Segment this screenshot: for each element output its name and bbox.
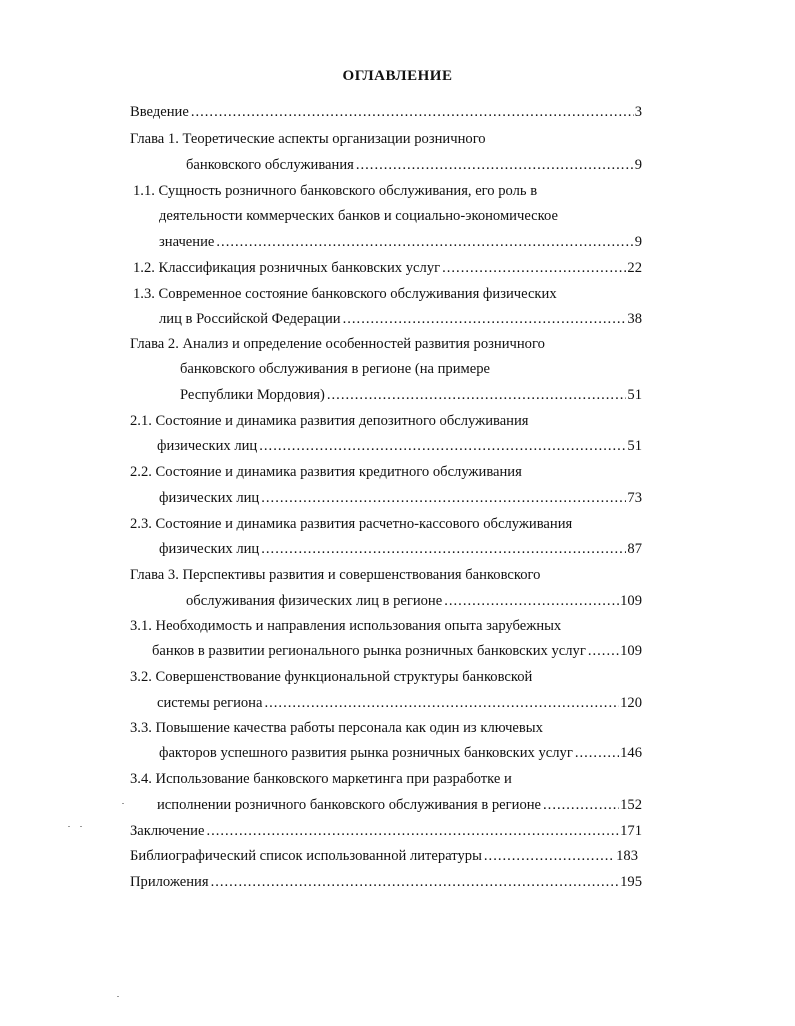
toc-entry-text: лиц в Российской Федерации	[159, 311, 341, 327]
toc-page-number: 22	[627, 260, 642, 276]
toc-section-3-2-line-1: 3.2. Совершенствование функциональной структуры банковской	[130, 669, 533, 685]
dot-leader	[484, 845, 615, 867]
toc-chapter-3-line-2	[186, 590, 642, 612]
toc-entry-text: значение	[159, 234, 215, 250]
dot-leader	[211, 871, 620, 893]
dot-leader	[444, 590, 619, 612]
toc-section-1-1-line-1: 1.1. Сущность розничного банковского обслуживания, его роль в	[133, 183, 538, 199]
toc-entry-text: банков в развитии регионального рынка розничных банковских услуг	[152, 643, 586, 659]
dot-leader	[543, 794, 619, 816]
dot-leader	[261, 487, 626, 509]
toc-chapter-2-line-2: банковского обслуживания в регионе (на примере	[180, 361, 491, 377]
toc-section-1-2	[133, 257, 642, 279]
toc-section-3-1-line-1: 3.1. Необходимость и направления использования опыта зарубежных	[130, 618, 562, 634]
toc-page-number: 120	[620, 695, 642, 711]
dot-leader	[343, 308, 627, 330]
toc-section-3-1-line-2	[152, 640, 642, 662]
dot-leader	[216, 231, 633, 253]
scan-speck	[117, 996, 119, 997]
dot-leader	[588, 640, 619, 662]
scan-speck	[122, 803, 124, 804]
toc-entry-text: исполнении розничного банковского обслуживания в регионе	[157, 797, 542, 813]
toc-entry-text: Заключение	[130, 823, 205, 839]
toc-section-3-3-line-2	[159, 742, 642, 764]
toc-section-1-1-line-3	[159, 231, 642, 253]
toc-chapter-2-line-1: Глава 2. Анализ и определение особенностей развития розничного	[130, 336, 545, 352]
toc-page-number: 87	[627, 541, 642, 557]
toc-section-3-3-line-1: 3.3. Повышение качества работы персонала как один из ключевых	[130, 720, 543, 736]
toc-entry-conclusion	[130, 820, 642, 842]
toc-entry-text: банковского обслуживания	[186, 157, 354, 173]
toc-section-2-2-line-2	[159, 487, 642, 509]
toc-entry-bibliography	[130, 845, 638, 867]
toc-section-1-3-line-2	[159, 308, 642, 330]
scan-speck	[68, 826, 70, 827]
toc-chapter-3-line-1: Глава 3. Перспективы развития и совершенствования банковского	[130, 567, 541, 583]
toc-chapter-2-line-3	[180, 384, 642, 406]
toc-page-number: 9	[634, 157, 642, 173]
dot-leader	[261, 538, 626, 560]
scan-speck	[80, 826, 82, 827]
dot-leader	[575, 742, 619, 764]
dot-leader	[206, 820, 619, 842]
toc-chapter-1-line-1: Глава 1. Теоретические аспекты организации розничного	[130, 131, 486, 147]
toc-section-2-2-line-1: 2.2. Состояние и динамика развития кредитного обслуживания	[130, 464, 522, 480]
toc-page-number: 152	[620, 797, 642, 813]
toc-entry-text: Введение	[130, 104, 189, 120]
dot-leader	[264, 692, 619, 714]
toc-entry-text: Республики Мордовия)	[180, 387, 325, 403]
toc-section-3-4-line-2	[157, 794, 642, 816]
dot-leader	[191, 101, 634, 123]
toc-section-1-3-line-1: 1.3. Современное состояние банковского обслуживания физических	[133, 286, 557, 302]
toc-section-3-2-line-2	[157, 692, 642, 714]
toc-entry-text: 1.2. Классификация розничных банковских услуг	[133, 260, 441, 276]
toc-entry-text: системы региона	[157, 695, 263, 711]
page-title: ОГЛАВЛЕНИЕ	[342, 68, 453, 84]
dot-leader	[442, 257, 626, 279]
toc-page-number: 51	[627, 387, 642, 403]
toc-entry-text: физических лиц	[159, 490, 260, 506]
toc-page-number: 3	[634, 104, 642, 120]
toc-section-1-1-line-2: деятельности коммерческих банков и социально-экономическое	[159, 208, 558, 224]
toc-chapter-1-line-2	[186, 154, 642, 176]
toc-page-number: 195	[620, 874, 642, 890]
toc-page-number: 183	[616, 848, 638, 864]
toc-page-number: 51	[627, 438, 642, 454]
toc-entry-text: Приложения	[130, 874, 209, 890]
toc-entry-text: факторов успешного развития рынка розничных банковских услуг	[159, 745, 573, 761]
toc-entry-text: Библиографический список использованной литературы	[130, 848, 482, 864]
toc-entry-appendices	[130, 871, 642, 893]
toc-page-number: 146	[620, 745, 642, 761]
toc-section-2-3-line-1: 2.3. Состояние и динамика развития расчетно-кассового обслуживания	[130, 516, 573, 532]
toc-page-number: 9	[634, 234, 642, 250]
dot-leader	[327, 384, 627, 406]
toc-page-number: 109	[620, 643, 642, 659]
toc-entry-text: физических лиц	[159, 541, 260, 557]
toc-section-2-1-line-1: 2.1. Состояние и динамика развития депозитного обслуживания	[130, 413, 529, 429]
toc-entry-text: физических лиц	[157, 438, 258, 454]
dot-leader	[259, 435, 626, 457]
toc-entry-introduction	[130, 101, 642, 123]
toc-section-3-4-line-1: 3.4. Использование банковского маркетинга при разработке и	[130, 771, 512, 787]
dot-leader	[356, 154, 634, 176]
toc-page-number: 73	[627, 490, 642, 506]
toc-page-number: 171	[620, 823, 642, 839]
toc-entry-text: обслуживания физических лиц в регионе	[186, 593, 443, 609]
toc-page-number: 109	[620, 593, 642, 609]
toc-section-2-3-line-2	[159, 538, 642, 560]
toc-page-number: 38	[627, 311, 642, 327]
toc-section-2-1-line-2	[157, 435, 642, 457]
